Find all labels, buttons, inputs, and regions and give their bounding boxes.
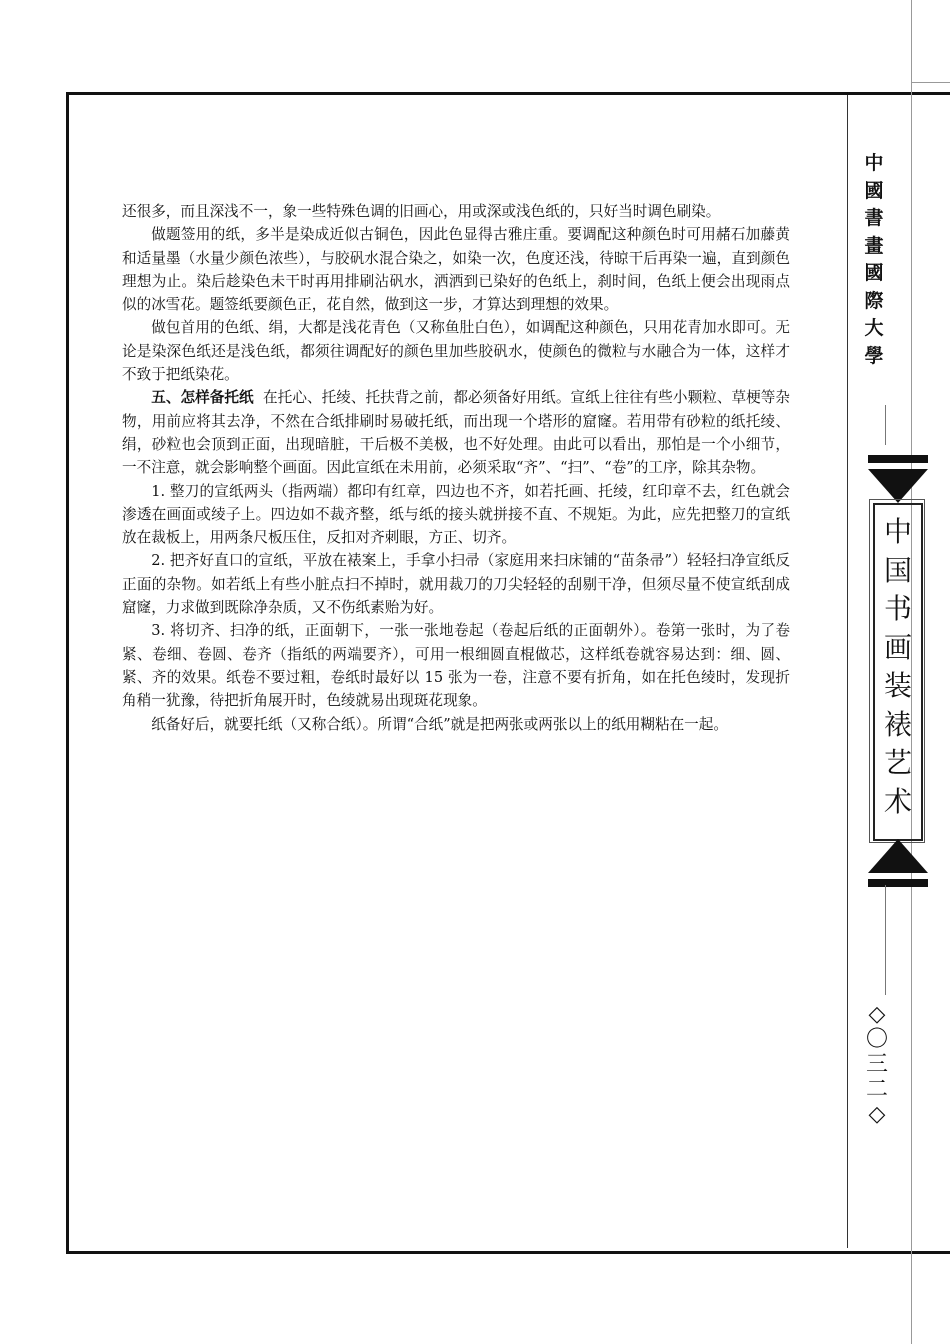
vertical-char: 二 — [865, 1077, 888, 1102]
page-number — [862, 1002, 892, 1127]
paragraph: 纸备好后，就要托纸（又称合纸）。所谓“合纸”就是把两张或两张以上的纸用糊粘在一起。 — [151, 715, 728, 733]
vertical-char: 〇 — [865, 1027, 888, 1052]
vertical-char: 装 — [883, 669, 912, 702]
paragraph: 3. 将切齐、扫净的纸，正面朝下，一张一张地卷起（卷起后纸的正面朝外）。卷第一张时，为了卷紧、卷细、卷圆、卷齐（指纸的两端要齐），可用一根细圆直棍做芯，这样纸卷就容易达到：细、圆、紧、齐的效果。纸卷不要过粗，卷纸时最好以 15 张为一卷，注意不要有折角，如在托色绫时，发现折角稍一犹豫，待把折角展开时，色绫就易出现斑花现象。 — [122, 622, 790, 710]
vertical-char: 中 — [864, 152, 884, 174]
section-heading: 五、怎样备托纸 — [151, 389, 254, 407]
vertical-char: 术 — [883, 784, 912, 818]
paragraph: 2. 把齐好直口的宣纸，平放在裱案上，手拿小扫帚（家庭用来扫床铺的“苗条帚”）轻轻扫净宣纸反正面的杂物。如若纸上有些小脏点扫不掉时，就用裁刀的刀尖轻轻的刮剔干净，但须尽量不使宣纸刮成窟窿，力求做到既除净杂质，又不伤纸素贻为好。 — [122, 552, 790, 617]
connector-line — [885, 885, 886, 995]
title-bar-top — [868, 455, 928, 463]
vertical-char: 書 — [864, 207, 884, 229]
vertical-char: 国 — [883, 553, 912, 587]
vertical-char: 大 — [864, 317, 884, 339]
book-title-box — [868, 455, 928, 887]
vertical-char: 國 — [864, 179, 884, 202]
paragraph: 还很多，而且深浅不一，象一些特殊色调的旧画心，用或深或浅色纸的，只好当时调色刷染。 — [122, 203, 721, 220]
vertical-char: 畫 — [864, 234, 884, 257]
body-text — [122, 200, 790, 736]
vertical-char: ◇ — [868, 1102, 886, 1127]
title-ornament-top — [868, 469, 928, 503]
section-text: 在托心、托绫、托扶背之前，都必须备好用纸。宣纸上往往有些小颗粒、草梗等杂物，用前应将其去净，不然在合纸排刷时易破托纸，而出现一个塔形的窟窿。若用带有砂粒的纸托绫、绢，砂粒也会顶到正面，出现暗脏，干后极不美极，也不好处理。由此可以看出，那怕是一个小细节，一不注意，就会影响整个画面。因此宣纸在未用前，必须采取“齐”、“扫”、“卷”的工序，除其杂物。 — [122, 389, 790, 477]
vertical-char: 國 — [864, 262, 884, 284]
vertical-char: 際 — [864, 289, 884, 312]
vertical-char: 书 — [883, 592, 912, 625]
vertical-char: 艺 — [883, 746, 912, 779]
vertical-char: 三 — [865, 1052, 888, 1077]
corner-tick — [911, 82, 950, 83]
vertical-char: ◇ — [868, 1002, 886, 1027]
vertical-char: 裱 — [883, 707, 912, 741]
paragraph: 做包首用的色纸、绢，大都是浅花青色（又称鱼肚白色），如调配这种颜色，只用花青加水即可。无论是染深色纸还是浅色纸，都须往调配好的颜色里加些胶矾水，使颜色的微粒与水融合为一体，这样才不致于把纸染花。 — [122, 319, 790, 384]
university-name — [860, 150, 888, 370]
title-ornament-bottom — [868, 839, 928, 873]
paragraph: 1. 整刀的宣纸两头（指两端）都印有红章，四边也不齐，如若托画、托绫，红印章不去，红色就会渗透在画面或绫子上。四边如不裁齐整，纸与纸的接头就拼接不直、不规矩。为此，应先把整刀的宣纸放在裁板上，用两条尺板压住，反扣对齐刺眼，方正、切齐。 — [122, 482, 790, 547]
book-title — [873, 513, 923, 821]
title-bar-bottom — [868, 879, 928, 887]
margin-divider — [847, 95, 848, 1248]
vertical-char: 画 — [883, 630, 912, 664]
vertical-char: 中 — [883, 515, 912, 548]
vertical-char: 學 — [864, 344, 884, 367]
paragraph: 做题签用的纸，多半是染成近似古铜色，因此色显得古雅庄重。要调配这种颜色时可用赭石加藤黄和适量墨（水量少颜色浓些），与胶矾水混合染之，如染一次，色度还浅，待晾干后再染一遍，直到颜色理想为止。染后趁染色未干时再用排刷沾矾水，洒洒到已染好的色纸上，刹时间，色纸上便会出现雨点似的冰雪花。题签纸要颜色正，花自然，做到这一步，才算达到理想的效果。 — [122, 226, 790, 314]
paragraph — [122, 386, 790, 479]
connector-line — [885, 405, 886, 445]
